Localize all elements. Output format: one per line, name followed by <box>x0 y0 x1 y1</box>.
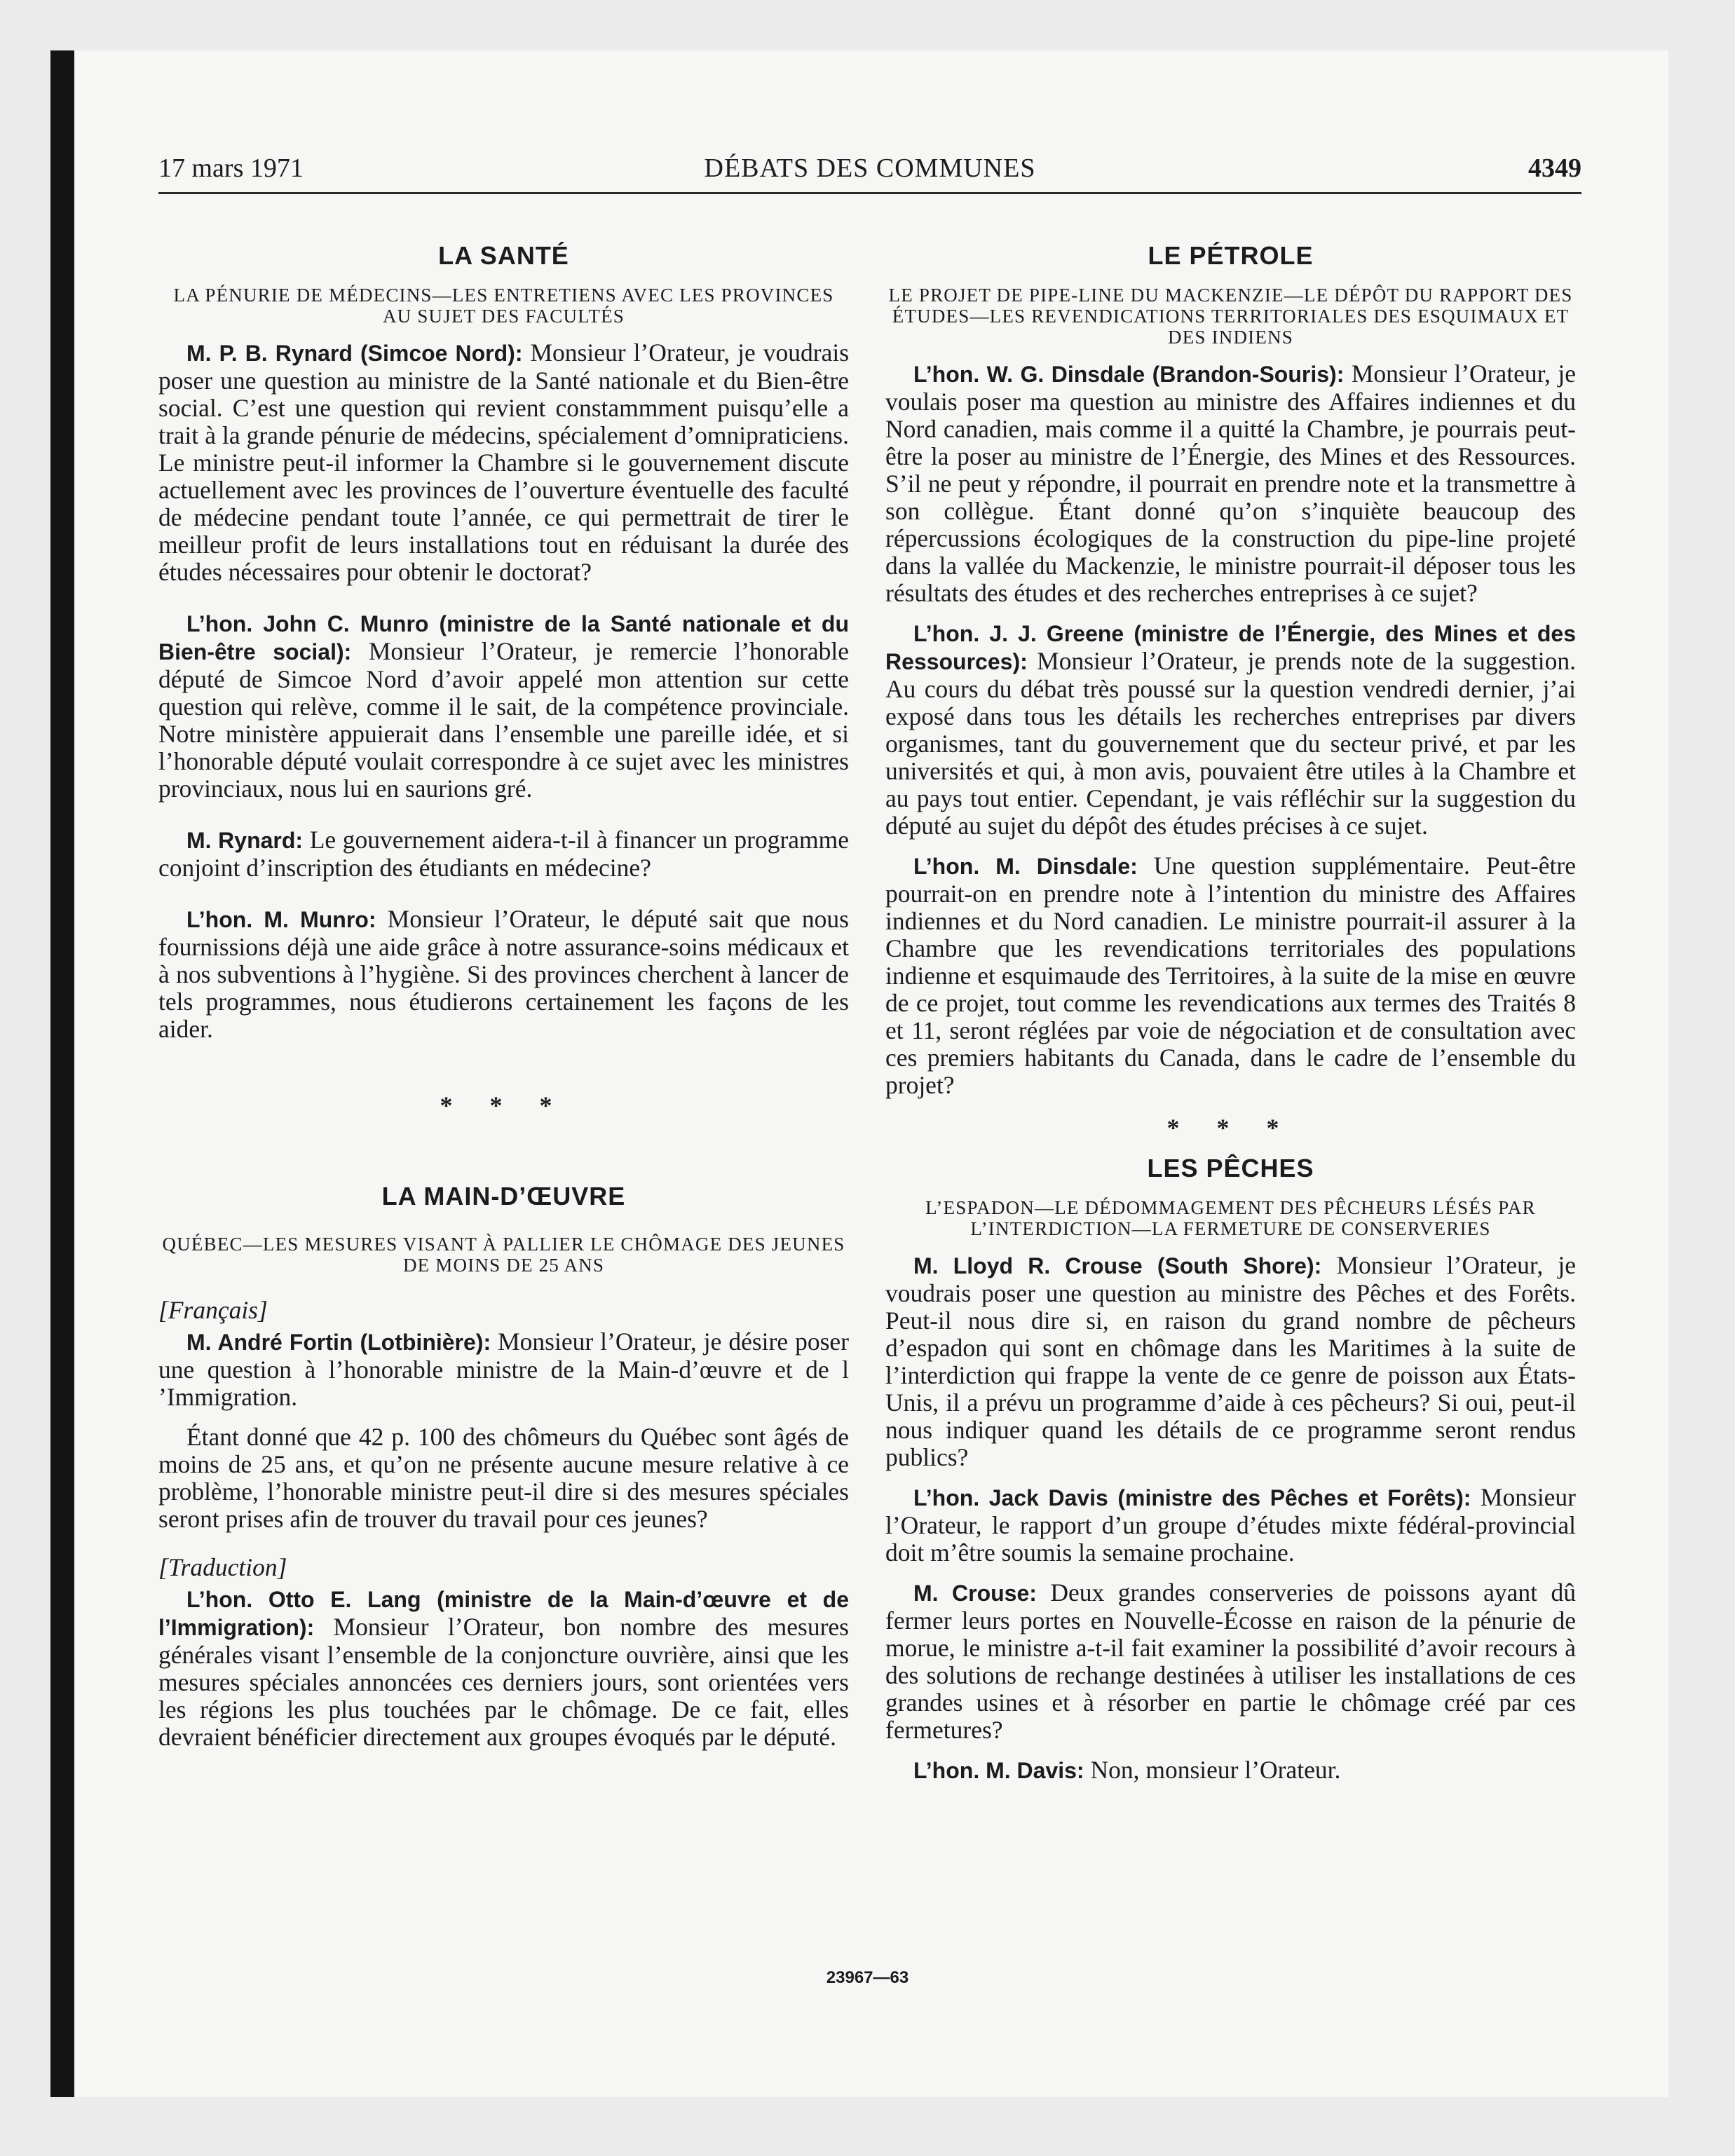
speech-text: Monsieur l’Orateur, je prends note de la suggestion. Au cours du débat très poussé sur la question vendredi dernier, j’ai exposé dans tous les détails les recherches entreprises par divers organismes, tant du gouvernement que du secteur privé, et par les universités et qui, à mon avis, pouvaient être utiles à la Chambre et au pays tout entier. Cependant, je vais réfléchir sur la suggestion du député au sujet du dépôt des études précises à ce sujet. <box>885 647 1576 840</box>
speech-text: Monsieur l’Orateur, je voulais poser ma question au ministre des Affaires indiennes et du Nord canadien, mais comme il a quitté la Chambre, je pourrais peut-être la poser au ministre de l’Énergie, des Mines et des Ressources. S’il ne peut y répondre, il pourrait en prendre note et la transmettre à son collègue. Étant donné qu’on s’inquiète beaucoup des répercussions écologiques de la construction du pipe-line projeté dans la vallée du Mackenzie, le ministre pourrait-il déposer tous les résultats des études et des recherches entreprises à ce sujet? <box>885 360 1576 607</box>
speech-text: Non, monsieur l’Orateur. <box>1084 1756 1341 1784</box>
paragraph-davis-1 <box>885 1484 1576 1567</box>
paragraph-dinsdale-1 <box>885 360 1576 607</box>
paragraph-munro-2 <box>158 906 849 1043</box>
section-title-peches: LES PÊCHES <box>1147 1154 1314 1182</box>
section-separator: * * * <box>1166 1114 1295 1142</box>
language-note-traduction: [Traduction] <box>158 1553 287 1581</box>
speaker-dinsdale: L’hon. W. G. Dinsdale (Brandon-Souris): <box>913 362 1345 387</box>
speaker-munro: L’hon. M. Munro: <box>186 907 376 932</box>
speaker-crouse: M. Lloyd R. Crouse (South Shore): <box>913 1253 1322 1278</box>
scan-binding-edge <box>50 50 74 2097</box>
speech-text: Monsieur l’Orateur, bon nombre des mesures générales visant l’ensemble de la conjoncture ouvrière, ainsi que les mesures spéciales annoncées ces derniers jours, sont orientées vers les régions les plus touchées par le chômage. De ce fait, elles devraient bénéficier directement aux groupes évoqués par le député. <box>158 1613 849 1751</box>
running-header <box>158 153 1581 194</box>
speaker-lang: L’hon. Otto E. Lang (ministre de la Main-d’œuvre et de l’Immigration): <box>158 1587 849 1640</box>
speech-text: Monsieur l’Orateur, je remercie l’honorable député de Simcoe Nord d’avoir appelé mon attention sur cette question qui relève, comme il le sait, de la compétence provinciale. Notre ministère appuierait dans l’ensemble une pareille idée, et si l’honorable député voulait correspondre à ce sujet avec les ministres provinciaux, nous lui en saurions gré. <box>158 637 850 803</box>
subsection-title-espadon: L’ESPADON—LE DÉDOMMAGEMENT DES PÊCHEURS LÉSÉS PAR L’INTERDICTION—LA FERMETURE DE CONSERVERIES <box>925 1197 1536 1239</box>
paragraph-dinsdale-2 <box>885 852 1576 1099</box>
paragraph-fortin-2: Étant donné que 42 p. 100 des chômeurs du Québec sont âgés de moins de 25 ans, et qu’on ne présente aucune mesure relative à ce problème, l’honorable ministre peut-il dire si des mesures spéciales seront prises afin de trouver du travail pour ces jeunes? <box>158 1423 849 1533</box>
section-title-sante: LA SANTÉ <box>438 241 569 270</box>
speaker-munro: L’hon. John C. Munro (ministre de la Santé nationale et du Bien-être social): <box>158 611 849 664</box>
language-note-francais: [Français] <box>158 1296 268 1324</box>
speech-text: Deux grandes conserveries de poissons ayant dû fermer leurs portes en Nouvelle-Écosse en raison de la pénurie de morue, le ministre a-t-il fait examiner la possibilité d’avoir recours à des solutions de rechange destinées à utiliser les installations de ces grandes usines et à résorber en partie le chômage créé par ces fermetures? <box>885 1578 1576 1744</box>
printer-folio: 23967—63 <box>826 1968 909 1987</box>
paragraph-crouse-1 <box>885 1252 1576 1471</box>
paragraph-rynard-2 <box>158 826 849 882</box>
speech-text: Monsieur l’Orateur, le rapport d’un groupe d’études mixte fédéral-provincial doit m’être soumis la semaine prochaine. <box>885 1483 1577 1567</box>
speech-text: Le gouvernement aidera-t-il à financer un programme conjoint d’inscription des étudiants en médecine? <box>158 826 849 882</box>
speech-text: Monsieur l’Orateur, je voudrais poser une question au ministre des Pêches et des Forêts. Peut-il nous dire si, en raison du grand nombre de pêcheurs d’espadon qui sont en chômage dans les Maritimes à la suite de l’interdiction qui frappe la vente de ce genre de poisson aux États-Unis, il a prévu un programme d’aide à ces pêcheurs? Si oui, peut-il nous indiquer quand les détails de ce programme seront rendus publics? <box>885 1251 1576 1471</box>
section-title-main-doeuvre: LA MAIN-D’ŒUVRE <box>381 1182 626 1210</box>
header-date: 17 mars 1971 <box>158 153 304 183</box>
left-column <box>158 242 849 1763</box>
header-title: DÉBATS DES COMMUNES <box>704 153 1036 183</box>
section-separator: * * * <box>440 1091 568 1119</box>
paragraph-crouse-2 <box>885 1579 1576 1744</box>
subsection-title-penurie: LA PÉNURIE DE MÉDECINS—LES ENTRETIENS AVEC LES PROVINCES AU SUJET DES FACULTÉS <box>173 285 834 327</box>
speaker-crouse: M. Crouse: <box>913 1581 1037 1606</box>
speech-text: Monsieur l’Orateur, je voudrais poser une question au ministre de la Santé nationale et du Bien-être social. C’est une question qui revient constammment puisqu’elle a trait à la grande pénurie de médecins, spécialement d’omnipraticiens. Le ministre peut-il informer la Chambre si le gouvernement discute actuellement avec les provinces de l’ouverture éventuelle des faculté de médecine pendant toute l’année, ce qui permettrait de tirer le meilleur profit de leurs installations tout en réduisant la durée des études nécessaires pour obtenir le doctorat? <box>158 339 850 586</box>
paragraph-rynard-1 <box>158 339 849 586</box>
speaker-greene: L’hon. J. J. Greene (ministre de l’Énergie, des Mines et des Ressources): <box>885 621 1576 674</box>
subsection-title-quebec: QUÉBEC—LES MESURES VISANT À PALLIER LE CHÔMAGE DES JEUNES DE MOINS DE 25 ANS <box>162 1234 845 1276</box>
speaker-rynard: M. Rynard: <box>186 828 304 853</box>
paragraph-davis-2 <box>885 1756 1576 1785</box>
paragraph-munro-1 <box>158 610 849 803</box>
header-page-number: 4349 <box>1528 153 1581 183</box>
section-title-petrole: LE PÉTROLE <box>1148 241 1314 270</box>
speaker-rynard: M. P. B. Rynard (Simcoe Nord): <box>186 341 523 366</box>
speech-text: Monsieur l’Orateur, le député sait que nous fournissions déjà une aide grâce à notre assurance-soins médicaux et à nos subventions à l’hygiène. Si des provinces cherchent à lancer de tels programmes, nous étudierons certainement les façons de les aider. <box>158 905 849 1043</box>
speaker-davis: L’hon. Jack Davis (ministre des Pêches et Forêts): <box>913 1485 1471 1510</box>
speaker-davis: L’hon. M. Davis: <box>913 1758 1084 1783</box>
subsection-title-mackenzie: LE PROJET DE PIPE-LINE DU MACKENZIE—LE DÉPÔT DU RAPPORT DES ÉTUDES—LES REVENDICATIONS TERRITORIALES DES ESQUIMAUX ET DES INDIENS <box>888 285 1573 348</box>
speech-text: Une question supplémentaire. Peut-être pourrait-on en prendre note à l’intention du ministre des Affaires indiennes et du Nord canadien. Le ministre pourrait-il assurer à la Chambre que les revendications territoriales des populations indienne et esquimaude des Territoires, à la suite de la mise en œuvre de ce projet, tout comme les revendications aux termes des Traités 8 et 11, seront réglées par voie de négociation et de consultation avec ces premiers habitants du Canada, dans le cadre de l’ensemble du projet? <box>885 852 1576 1099</box>
speech-text: Monsieur l’Orateur, je désire poser une question à l’honorable ministre de la Main-d’œuvre et de l ’Immigration. <box>158 1328 849 1411</box>
paragraph-fortin <box>158 1328 849 1411</box>
right-column <box>885 242 1576 1797</box>
speaker-fortin: M. André Fortin (Lotbinière): <box>186 1330 491 1355</box>
speaker-dinsdale: L’hon. M. Dinsdale: <box>913 854 1138 879</box>
paragraph-lang <box>158 1585 849 1751</box>
paragraph-greene <box>885 620 1576 840</box>
